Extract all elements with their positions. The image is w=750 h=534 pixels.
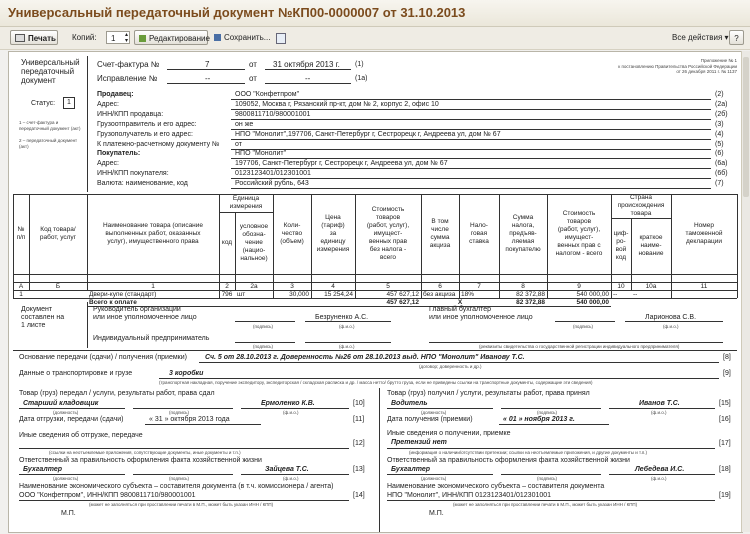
invoice-code: (1) <box>355 61 364 68</box>
resp-left-name: Зайцева Т.С. <box>265 466 309 473</box>
code-16: [16] <box>719 416 731 423</box>
resp-left-pos-caption: (должность) <box>53 476 79 481</box>
save-button[interactable]: Сохранить... <box>214 33 270 42</box>
col-gtd-header-text: Номер таможенной декларации <box>685 222 723 245</box>
party-code: (6) <box>715 150 724 158</box>
col-total-header <box>547 194 611 274</box>
shipper-sign-caption: (подпись) <box>169 410 190 415</box>
party-label: ИНН/КПП покупателя: <box>97 170 169 178</box>
window-titlebar <box>0 0 750 27</box>
column-number: 4 <box>331 283 335 290</box>
party-value: от <box>235 140 242 148</box>
column-number: 7 <box>477 283 481 290</box>
party-label: Адрес: <box>97 160 119 168</box>
total-cost: 457 627,12 <box>386 299 419 306</box>
column-number: 2а <box>250 283 258 290</box>
party-value: НПО "Монолит" <box>235 150 287 158</box>
recv-other-value: Претензий нет <box>391 439 447 446</box>
column-number: 11 <box>700 283 708 290</box>
code-19: [19] <box>719 492 731 499</box>
correction-code: (1а) <box>355 75 368 82</box>
shipper-pos-caption: (должность) <box>53 410 79 415</box>
column-number: 9 <box>577 283 581 290</box>
resp-left-position: Бухгалтер <box>23 466 63 473</box>
status-note-1: 1 – счет-фактура и передаточный документ (акт) <box>19 120 81 131</box>
correction-label: Исправление № <box>97 74 158 83</box>
col-unit-name-header-text: условное обозна- чение (нацио- нальное) <box>239 223 269 262</box>
transport-code: [9] <box>723 370 731 377</box>
resp-right-name: Лебедева И.С. <box>635 466 685 473</box>
scrollbar-thumb[interactable] <box>743 57 749 197</box>
recv-other-label: Иные сведения о получении, приемке <box>387 430 511 437</box>
party-label: Адрес: <box>97 100 119 108</box>
col-price-header <box>311 194 355 274</box>
col-country-name-header <box>631 218 671 274</box>
party-label: Продавец: <box>97 91 134 98</box>
basis-label: Основание передачи (сдачи) / получения (приемки) <box>19 354 187 361</box>
print-button[interactable]: Печать <box>10 30 58 45</box>
printer-icon <box>15 34 25 42</box>
col-total-header-text: Стоимость товаров (работ, услуг), имущест- венных прав с налогом - всего <box>555 210 603 257</box>
col-name-header-text: Наименование товара (описание выполненных работ, оказанных услуг), имущественного права <box>102 222 204 245</box>
row-rate: 18% <box>461 291 475 298</box>
party-label: К платежно-расчетному документу № <box>97 140 220 148</box>
recv-other-caption: (информация о наличии/отсутствии претензии; ссылки на неотъемлемые приложения, и другие документы и т.п.) <box>409 450 648 455</box>
party-value: 0123123401/012301001 <box>235 170 311 178</box>
col-unit-name-header <box>235 212 273 274</box>
column-number: 8 <box>521 283 525 290</box>
receiver-name: Иванов Т.С. <box>639 400 680 407</box>
column-number: 1 <box>151 283 155 290</box>
receiver-sign-caption: (подпись) <box>537 410 558 415</box>
ip-sign-caption: (подпись) <box>253 344 274 349</box>
head-sign-caption: (подпись) <box>253 324 274 329</box>
invoice-number-label: Счет-фактура № <box>97 60 160 69</box>
row-unit: шт <box>237 291 246 298</box>
stamp-left: М.П. <box>61 510 76 517</box>
code-12: [12] <box>353 440 365 447</box>
vertical-scrollbar[interactable] <box>741 51 750 532</box>
col-qty-header <box>273 194 311 274</box>
party-code: (2а) <box>715 100 728 108</box>
col-qty-header-text: Коли- чество (объем) <box>280 222 304 245</box>
accountant-label: Главный бухгалтер или иное уполномоченное лицо <box>429 306 533 321</box>
col-rate-header-text: Нало- говая ставка <box>469 222 489 245</box>
code-10: [10] <box>353 400 365 407</box>
correction-number: -- <box>205 74 211 83</box>
code-15: [15] <box>719 400 731 407</box>
correction-ot: от <box>249 74 257 83</box>
shipper-position: Старший кладовщик <box>23 400 99 407</box>
row-unit-code: 796 <box>221 291 233 298</box>
col-code-header <box>29 194 87 274</box>
col-name-header <box>87 194 219 274</box>
row-tax: 82 372,88 <box>516 291 545 298</box>
copies-input[interactable]: 1 ▴ ▾ <box>106 31 130 44</box>
help-button[interactable]: ? <box>729 30 744 45</box>
column-number: 10а <box>645 283 657 290</box>
resp-right-position: Бухгалтер <box>391 466 431 473</box>
ip-reg-caption: (реквизиты свидетельства о государственной регистрации индивидуального предпринимателя) <box>479 344 680 349</box>
doc-sheets-note: Документ составлен на 1 листе <box>21 306 65 329</box>
party-label: Валюта: наименование, код <box>97 180 188 188</box>
head-label: Руководитель организации или иное уполномоченное лицо <box>93 306 197 321</box>
ship-date: « 31 » октября 2013 года <box>149 416 230 423</box>
column-number: 3 <box>290 283 294 290</box>
code-11: [11] <box>353 416 365 423</box>
column-number: 6 <box>438 283 442 290</box>
party-value: 197706, Санкт-Петербург г, Сестрорецк г, Андреева ул, дом № 67 <box>235 160 448 168</box>
receiver-position: Водитель <box>391 400 428 407</box>
all-actions-menu[interactable]: Все действия ▾ <box>672 33 729 42</box>
resp-right-label: Ответственный за правильность оформления факта хозяйственной жизни <box>387 457 630 464</box>
column-number: Б <box>55 283 61 290</box>
stepper-icon[interactable]: ▴ ▾ <box>124 32 128 44</box>
receiver-pos-caption: (должность) <box>421 410 447 415</box>
status-value: 1 <box>63 97 75 109</box>
party-code: (6б) <box>715 170 728 178</box>
col-tax-header-text: Сумма налога, предъяв- ляемая покупателю <box>505 214 541 253</box>
col-country-name-header-text: краткое наиме- нование <box>638 234 664 257</box>
total-x: X <box>457 299 463 306</box>
party-code: (2) <box>715 91 724 98</box>
save-icon <box>214 34 221 41</box>
resp-right-fio-caption: (ф.и.о.) <box>651 476 667 481</box>
party-value: ООО "Конфетпром" <box>235 91 300 98</box>
col-unit-code-header <box>219 212 235 274</box>
col-cost-header-text: Стоимость товаров (работ, услуг), имущест- венных прав без налога - всего <box>366 206 410 261</box>
accountant-name: Ларионова С.В. <box>645 314 697 321</box>
ship-other-caption: (ссылки на неотъемлемые приложения, сопутствующие документы, иные документы и т.п.) <box>49 450 241 455</box>
party-label: Покупатель: <box>97 150 141 158</box>
document-page <box>8 51 743 533</box>
row-qty: 30,000 <box>289 291 309 298</box>
col-country-code-header-text: циф- ро- вой код <box>613 230 629 261</box>
code-13: [13] <box>353 466 365 473</box>
resp-right-sign-caption: (подпись) <box>537 476 558 481</box>
entity-right-value: НПО "Монолит", ИНН/КПП 0123123401/012301001 <box>387 492 552 499</box>
window-title: Универсальный передаточный документ №КП00-0000007 от 31.10.2013 <box>8 5 466 20</box>
party-code: (3) <box>715 120 724 128</box>
row-total: 540 000,00 <box>576 291 609 298</box>
party-code: (6а) <box>715 160 728 168</box>
total-sum: 540 000,00 <box>576 299 609 306</box>
col-unit-header-text: Единица измерения <box>229 195 263 210</box>
col-excise-header <box>421 194 459 274</box>
col-price-header-text: Цена (тариф) за единицу измерения <box>316 214 350 253</box>
col-country-code-header <box>611 218 631 274</box>
accountant-sign-caption: (подпись) <box>573 324 594 329</box>
row-excise: без акциза <box>423 291 456 298</box>
transport-value: 3 коробки <box>169 370 204 377</box>
party-label: Грузоотправитель и его адрес: <box>97 120 197 128</box>
ip-label: Индивидуальный предприниматель <box>93 335 210 342</box>
head-name: Безруненко А.С. <box>315 314 369 321</box>
entity-left-value: ООО "Конфетпром", ИНН/КПП 9800811710/980001001 <box>19 492 196 499</box>
resp-right-pos-caption: (должность) <box>421 476 447 481</box>
party-label: ИНН/КПП продавца: <box>97 110 164 118</box>
col-number-header-text: № п/п <box>16 226 26 241</box>
transport-caption: (транспортная накладная, поручение экспедитору, экспедиторская / складская расписка и др. / масса нетто/ брутто груза, если не приведены ссылки на транспортные документы, содержащие эти сведения) <box>159 380 593 385</box>
status-label: Статус: <box>31 100 56 107</box>
accountant-fio-caption: (ф.и.о.) <box>663 324 679 329</box>
receiver-title: Товар (груз) получил / услуги, результаты работ, права принял <box>387 390 590 397</box>
shipper-title: Товар (груз) передал / услуги, результаты работ, права сдал <box>19 390 215 397</box>
col-rate-header <box>459 194 499 274</box>
ship-date-label: Дата отгрузки, передачи (сдачи) <box>19 416 124 423</box>
party-value: 9800811710/980001001 <box>235 110 311 118</box>
ship-other-label: Иные сведения об отгрузке, передаче <box>19 432 143 439</box>
toolbar <box>0 27 750 50</box>
resp-left-sign-caption: (подпись) <box>169 476 190 481</box>
recv-date-label: Дата получения (приемки) <box>387 416 473 423</box>
row-cost: 457 627,12 <box>386 291 419 298</box>
total-label: Всего к оплате <box>89 299 137 306</box>
row-price: 15 254,24 <box>324 291 353 298</box>
invoice-date: 31 октября 2013 г. <box>273 60 340 69</box>
resp-left-label: Ответственный за правильность оформления факта хозяйственной жизни <box>19 457 262 464</box>
entity-right-caption: (может не заполняться при проставлении печати в М.П., может быть указан ИНН / КПП) <box>453 502 638 507</box>
entity-left-caption: (может не заполняться при проставлении печати в М.П., может быть указан ИНН / КПП) <box>89 502 274 507</box>
correction-date: -- <box>305 74 311 83</box>
total-tax: 82 372,88 <box>516 299 545 306</box>
party-value: НПО "Монолит",197706, Санкт-Петербург г, Сестрорецк г, Андреева ул, дом № 67 <box>235 130 501 138</box>
upd-title: Универсальный передаточный документ <box>21 58 80 85</box>
column-number: 10 <box>617 283 625 290</box>
party-code: (4) <box>715 130 724 138</box>
code-14: [14] <box>353 492 365 499</box>
copies-label: Копий: <box>72 33 97 42</box>
transport-label: Данные о транспортировке и грузе <box>19 370 133 377</box>
party-value: он же <box>235 120 254 128</box>
col-cost-header <box>355 194 421 274</box>
invoice-number: 7 <box>205 60 210 69</box>
party-label: Грузополучатель и его адрес: <box>97 130 193 138</box>
col-tax-header <box>499 194 547 274</box>
receiver-fio-caption: (ф.и.о.) <box>651 410 667 415</box>
preview-icon[interactable] <box>276 33 286 44</box>
party-code: (2б) <box>715 110 728 118</box>
row-country-name: -- <box>633 291 638 298</box>
edit-button[interactable]: Редактирование <box>134 30 208 45</box>
col-number-header <box>13 194 29 274</box>
basis-code: [8] <box>723 354 731 361</box>
col-code-header-text: Код товара/ работ, услуг <box>39 226 77 241</box>
col-unit-header <box>219 194 273 212</box>
row-country-code: -- <box>613 291 618 298</box>
basis-caption: (договор; доверенность и др.) <box>419 364 482 369</box>
party-value: Российский рубль, 643 <box>235 180 309 188</box>
head-fio-caption: (ф.и.о.) <box>339 324 355 329</box>
col-excise-header-text: В том числе сумма акциза <box>429 218 451 249</box>
col-unit-code-header-text: код <box>221 239 233 246</box>
shipper-fio-caption: (ф.и.о.) <box>283 410 299 415</box>
entity-left-label: Наименование экономического субъекта – составителя документа (в т.ч. комиссионера / агента) <box>19 483 334 490</box>
row-number: 1 <box>19 291 23 298</box>
column-number: А <box>18 283 24 290</box>
edit-icon <box>139 35 146 42</box>
col-gtd-header <box>671 194 737 274</box>
resp-left-fio-caption: (ф.и.о.) <box>283 476 299 481</box>
recv-date: « 01 » ноября 2013 г. <box>503 416 575 423</box>
party-code: (5) <box>715 140 724 148</box>
invoice-ot: от <box>249 60 257 69</box>
col-country-header <box>611 194 671 218</box>
code-18: [18] <box>719 466 731 473</box>
col-country-header-text: Страна происхождения товара <box>617 194 665 217</box>
party-code: (7) <box>715 180 724 188</box>
stamp-right: М.П. <box>429 510 444 517</box>
column-number: 5 <box>386 283 390 290</box>
code-17: [17] <box>719 440 731 447</box>
status-note-2: 2 – передаточный документ (акт) <box>19 138 78 149</box>
entity-right-label: Наименование экономического субъекта – составителя документа <box>387 483 605 490</box>
shipper-name: Ермоленко К.В. <box>261 400 315 407</box>
ip-fio-caption: (ф.и.о.) <box>339 344 355 349</box>
appendix-note: Приложение № 1 к постановлению Правительства Российской Федерации от 26 декабря 2011 г. № 1137 <box>618 58 737 74</box>
column-number: 2 <box>225 283 229 290</box>
basis-value: Сч. 5 от 28.10.2013 г. Доверенность №26 от 28.10.2013 выд. НПО "Монолит" Иванову Т.С. <box>205 354 525 361</box>
party-value: 109052, Москва г, Рязанский пр-кт, дом № 2, корпус 2, офис 10 <box>235 100 439 108</box>
row-name: Двери-купе (стандарт) <box>89 291 157 298</box>
